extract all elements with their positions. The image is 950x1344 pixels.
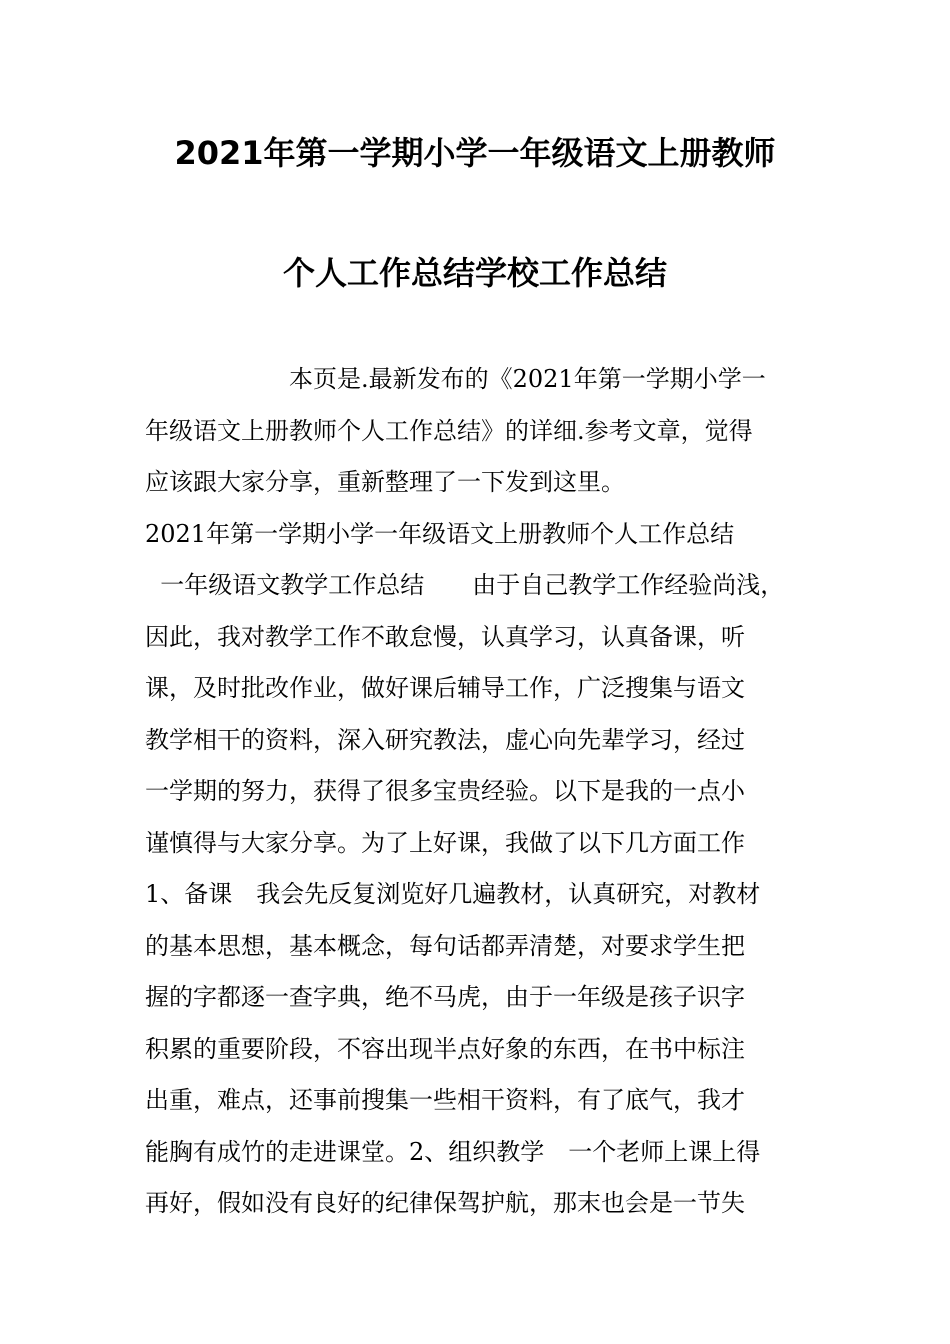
document-title-line-1: 2021年第一学期小学一年级语文上册教师 <box>174 134 776 172</box>
document-title-line-2: 个人工作总结学校工作总结 <box>282 254 667 292</box>
body-line: 因此，我对教学工作不敢怠慢，认真学习，认真备课，听 <box>145 622 745 651</box>
body-line: 握的字都逐一查字典，绝不马虎，由于一年级是孩子识字 <box>145 983 745 1011</box>
body-line: 2021年第一学期小学一年级语文上册教师个人工作总结 <box>145 519 735 548</box>
body-line: 谨慎得与大家分享。为了上好课，我做了以下几方面工作 <box>145 828 745 857</box>
body-line: 的基本思想，基本概念，每句话都弄清楚，对要求学生把 <box>145 931 745 960</box>
body-line: 本页是.最新发布的《2021年第一学期小学一 <box>145 365 766 393</box>
body-line: 能胸有成竹的走进课堂。2、组织教学 一个老师上课上得 <box>145 1137 761 1166</box>
body-line: 一学期的努力，获得了很多宝贵经验。以下是我的一点小 <box>145 777 745 805</box>
body-line: 积累的重要阶段，不容出现半点好象的东西，在书中标注 <box>145 1034 745 1063</box>
document-body <box>145 354 815 1230</box>
body-line: 一年级语文教学工作总结 由于自己教学工作经验尚浅， <box>145 571 785 599</box>
body-line: 年级语文上册教师个人工作总结》的详细.参考文章，觉得 <box>145 416 753 445</box>
body-line: 课，及时批改作业，做好课后辅导工作，广泛搜集与语文 <box>145 674 745 702</box>
body-line: 1、备课 我会先反复浏览好几遍教材，认真研究，对教材 <box>145 880 761 908</box>
body-line: 应该跟大家分享，重新整理了一下发到这里。 <box>145 468 625 496</box>
body-line: 再好，假如没有良好的纪律保驾护航，那末也会是一节失 <box>145 1189 745 1217</box>
body-line: 教学相干的资料，深入研究教法，虚心向先辈学习，经过 <box>145 725 745 754</box>
body-line: 出重，难点，还事前搜集一些相干资料，有了底气，我才 <box>145 1086 745 1114</box>
